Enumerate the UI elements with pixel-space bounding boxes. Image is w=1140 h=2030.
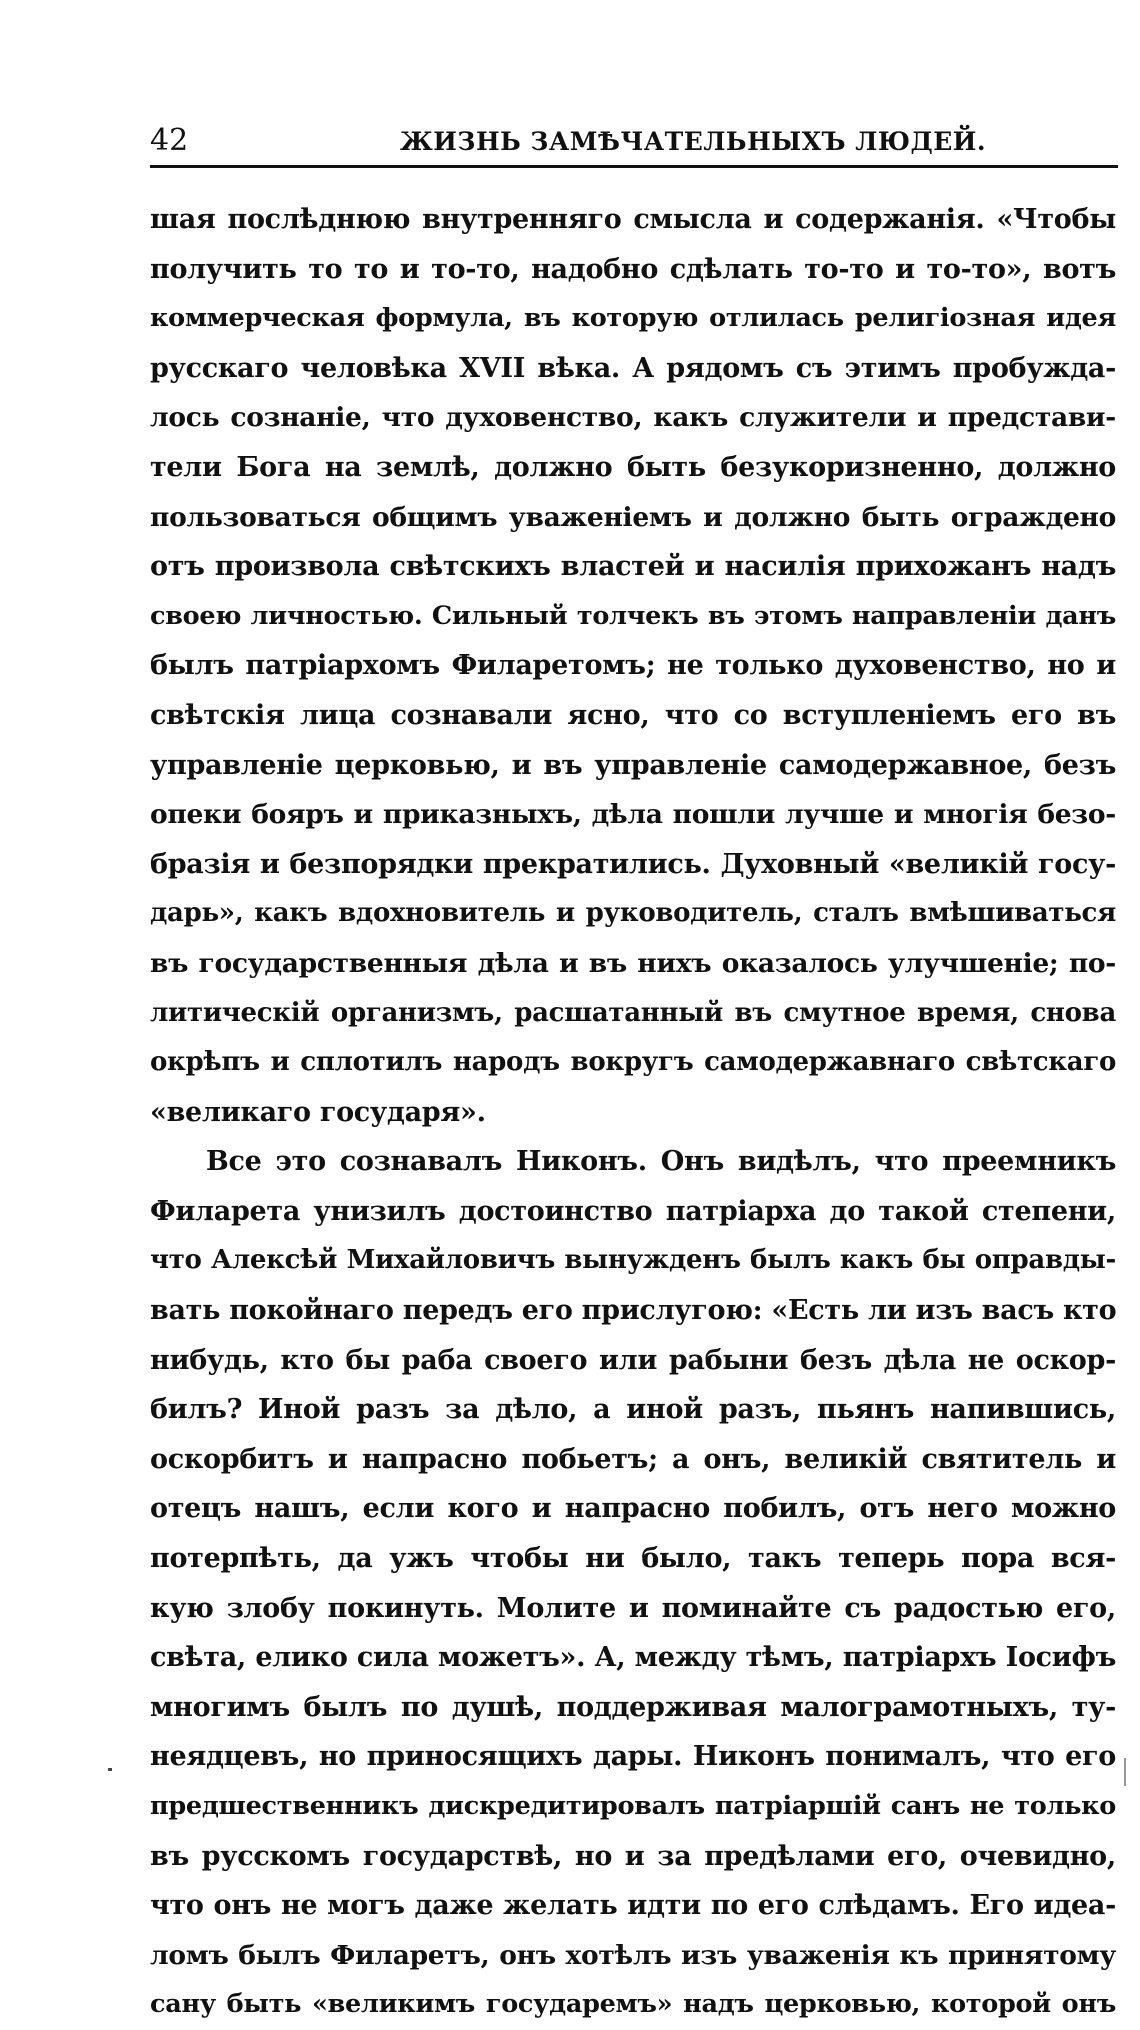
text-line: неядцевъ, но приносящихъ дары. Никонъ понималъ, что его (150, 1741, 1116, 1773)
text-line: получить то то и то-то, надобно сдѣлать то-то и то-то», вотъ (150, 253, 1116, 285)
text-line: въ русскомъ государствѣ, но и за предѣлами его, очевидно, (150, 1840, 1116, 1872)
page-header (150, 118, 1118, 164)
text-line: пользоваться общимъ уваженіемъ и должно быть ограждено (150, 501, 1116, 533)
text-line: что онъ не могъ даже желать идти по его слѣдамъ. Его идеа- (150, 1890, 1116, 1922)
text-line: Все это сознавалъ Никонъ. Онъ видѣлъ, что преемникъ (206, 1146, 1116, 1178)
text-line: отецъ нашъ, если кого и напрасно побилъ, отъ него можно (150, 1493, 1116, 1525)
scan-speck (108, 1768, 112, 1771)
text-line: потерпѣть, да ужъ чтобы ни было, такъ теперь пора вся- (150, 1543, 1116, 1575)
text-line: своею личностью. Сильный толчекъ въ этомъ направленіи данъ (150, 600, 1116, 631)
header-rule (150, 165, 1118, 168)
text-line: былъ патріархомъ Филаретомъ; не только духовенство, но и (150, 650, 1116, 682)
text-line: нибудь, кто бы раба своего или рабыни безъ дѣла не оскор- (150, 1344, 1116, 1376)
running-title: ЖИЗНЬ ЗАМѢЧАТЕЛЬНЫХЪ ЛЮДЕЙ. (400, 127, 987, 156)
text-line: вать покойнаго передъ его прислугою: «Есть ли изъ васъ кто (150, 1295, 1117, 1327)
text-line: предшественникъ дискредитировалъ патріаршій санъ не только (150, 1791, 1116, 1821)
paragraph-1 (150, 195, 1116, 1137)
text-line: оскорбитъ и напрасно побьетъ; а онъ, великій святитель и (150, 1443, 1116, 1475)
text-line: свѣта, елико сила можетъ». А, между тѣмъ, патріархъ Іосифъ (150, 1642, 1116, 1674)
text-line: лось сознаніе, что духовенство, какъ служители и представи- (150, 402, 1116, 434)
text-line: окрѣпъ и сплотилъ народъ вокругъ самодержавнаго свѣтскаго (150, 1047, 1116, 1078)
text-line: тели Бога на землѣ, должно быть безукоризненно, должно (150, 451, 1116, 483)
text-line: билъ? Иной разъ за дѣло, а иной разъ, пьянъ напившись, (150, 1394, 1116, 1426)
text-line: Филарета унизилъ достоинство патріарха до такой степени, (150, 1195, 1116, 1227)
text-line: ломъ былъ Филаретъ, онъ хотѣлъ изъ уваженія къ принятому (150, 1939, 1116, 1971)
text-line: шая послѣднюю внутренняго смысла и содержанія. «Чтобы (150, 204, 1116, 235)
text-line: что Алексѣй Михайловичъ вынужденъ былъ какъ бы оправды- (150, 1245, 1116, 1276)
text-line: управленіе церковью, и въ управленіе самодержавное, безъ (150, 749, 1116, 781)
text-line: коммерческая формула, въ которую отлилась религіозная идея (150, 303, 1116, 334)
text-line: опеки бояръ и приказныхъ, дѣла пошли лучше и многія безо- (150, 799, 1116, 831)
text-line: свѣтскія лица сознавали ясно, что со вступленіемъ его въ (150, 699, 1116, 731)
text-line: «великаго государя». (150, 1096, 486, 1128)
text-line: дарь», какъ вдохновитель и руководитель, сталъ вмѣшиваться (150, 898, 1116, 929)
text-line: въ государственныя дѣла и въ нихъ оказалось улучшеніе; по- (150, 947, 1116, 979)
scan-margin-tick (1124, 1758, 1126, 1786)
text-line: русскаго человѣка XVII вѣка. А рядомъ съ этимъ пробуждa- (150, 352, 1116, 384)
text-line: бразія и безпорядки прекратились. Духовный «великій госу- (150, 848, 1116, 880)
text-line: кую злобу покинуть. Молите и поминайте съ радостью его, (150, 1592, 1116, 1624)
page-number: 42 (150, 123, 189, 158)
paragraph-2 (150, 1137, 1116, 2030)
body-text (150, 195, 1116, 2030)
text-line: отъ произвола свѣтскихъ властей и насилія прихожанъ надъ (150, 551, 1116, 583)
text-line: многимъ былъ по душѣ, поддерживая малограмотныхъ, ту- (150, 1691, 1116, 1723)
text-line: литическій организмъ, расшатанный въ смутное время, снова (150, 997, 1116, 1028)
text-line: сану быть «великимъ государемъ» надъ церковью, которой онъ (150, 1989, 1116, 2020)
